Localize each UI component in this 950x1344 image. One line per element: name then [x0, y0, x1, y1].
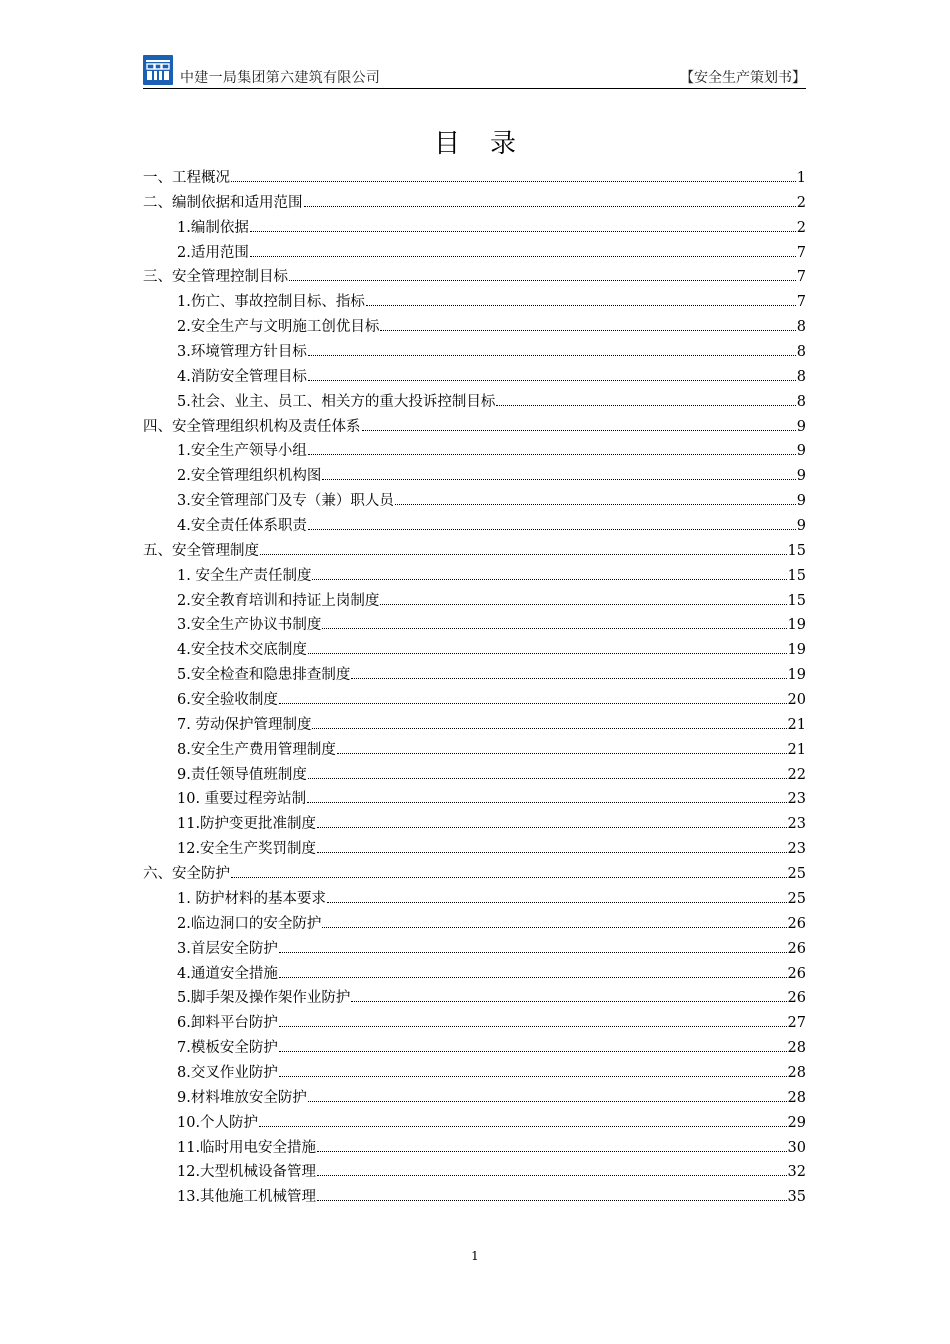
- toc-entry-page: 8: [796, 344, 806, 361]
- toc-entry-label: 4.安全技术交底制度: [177, 642, 307, 659]
- toc-entry-label: 9.材料堆放安全防护: [177, 1089, 307, 1106]
- toc-entry-label: 2.安全管理组织机构图: [177, 468, 322, 485]
- toc-entry-page: 28: [787, 1040, 806, 1057]
- toc-entry-label: 1. 安全生产责任制度: [177, 567, 312, 584]
- toc-entry-label: 9.责任领导值班制度: [177, 766, 307, 783]
- toc-dot-leader: [327, 902, 787, 903]
- toc-entry-page: 28: [787, 1089, 806, 1106]
- toc-entry-page: 25: [787, 890, 806, 907]
- toc-dot-leader: [260, 554, 787, 555]
- toc-entry-page: 22: [787, 766, 806, 783]
- toc-entry-label: 4.通道安全措施: [177, 965, 278, 982]
- toc-entry-page: 29: [787, 1114, 806, 1131]
- toc-entry[interactable]: [143, 613, 806, 638]
- toc-entry-page: 8: [796, 368, 806, 385]
- toc-dot-leader: [259, 1126, 786, 1127]
- toc-entry[interactable]: [143, 1160, 806, 1185]
- toc-dot-leader: [380, 330, 795, 331]
- toc-entry[interactable]: [143, 763, 806, 788]
- toc-entry-label: 六、安全防护: [143, 866, 230, 883]
- toc-entry[interactable]: [143, 390, 806, 415]
- toc-entry[interactable]: [143, 315, 806, 340]
- toc-dot-leader: [308, 380, 796, 381]
- toc-dot-leader: [279, 703, 787, 704]
- toc-dot-leader: [322, 479, 795, 480]
- toc-dot-leader: [322, 927, 786, 928]
- toc-entry-page: 26: [787, 965, 806, 982]
- toc-entry-page: 21: [787, 741, 806, 758]
- toc-entry-page: 27: [787, 1015, 806, 1032]
- toc-entry-label: 2.适用范围: [177, 244, 249, 261]
- toc-dot-leader: [317, 852, 786, 853]
- toc-entry-label: 11.临时用电安全措施: [177, 1139, 317, 1156]
- toc-dot-leader: [308, 529, 796, 530]
- toc-entry[interactable]: [143, 862, 806, 887]
- toc-entry[interactable]: [143, 1011, 806, 1036]
- toc-entry-label: 4.消防安全管理目标: [177, 368, 307, 385]
- toc-entry-label: 13.其他施工机械管理: [177, 1189, 317, 1206]
- toc-entry-label: 7.模板安全防护: [177, 1040, 278, 1057]
- toc-entry-label: 4.安全责任体系职责: [177, 518, 307, 535]
- toc-entry-page: 32: [787, 1164, 806, 1181]
- toc-entry-label: 1.伤亡、事故控制目标、指标: [177, 294, 365, 311]
- toc-entry-page: 21: [787, 716, 806, 733]
- toc-dot-leader: [362, 430, 796, 431]
- toc-dot-leader: [308, 1101, 787, 1102]
- toc-entry[interactable]: [143, 1136, 806, 1161]
- company-name: 中建一局集团第六建筑有限公司: [180, 70, 381, 86]
- toc-entry[interactable]: [143, 638, 806, 663]
- toc-entry-page: 9: [796, 443, 806, 460]
- toc-entry-page: 30: [787, 1139, 806, 1156]
- toc-entry-page: 15: [787, 567, 806, 584]
- toc-entry-page: 7: [796, 294, 806, 311]
- toc-entry-page: 1: [796, 170, 806, 186]
- page-title: 目录: [433, 129, 546, 159]
- toc-entry-page: 26: [787, 990, 806, 1007]
- toc-entry-label: 3.环境管理方针目标: [177, 344, 307, 361]
- toc-dot-leader: [317, 827, 786, 828]
- toc-entry-label: 6.安全验收制度: [177, 692, 278, 709]
- toc-dot-leader: [322, 628, 786, 629]
- toc-dot-leader: [317, 1200, 786, 1201]
- toc-entry-page: 8: [796, 393, 806, 410]
- toc-entry[interactable]: [143, 937, 806, 962]
- toc-entry[interactable]: [143, 489, 806, 514]
- toc-entry[interactable]: [143, 241, 806, 266]
- toc-entry-label: 四、安全管理组织机构及责任体系: [143, 418, 361, 435]
- toc-entry-page: 9: [796, 468, 806, 485]
- toc-dot-leader: [308, 778, 787, 779]
- toc-entry[interactable]: [143, 290, 806, 315]
- toc-entry-page: 23: [787, 841, 806, 858]
- toc-dot-leader: [317, 1151, 786, 1152]
- toc-dot-leader: [231, 181, 796, 182]
- toc-entry[interactable]: [143, 713, 806, 738]
- toc-entry[interactable]: [143, 464, 806, 489]
- toc-entry[interactable]: [143, 539, 806, 564]
- toc-entry[interactable]: [143, 1111, 806, 1136]
- toc-entry-label: 6.卸料平台防护: [177, 1015, 278, 1032]
- toc-entry-page: 7: [796, 269, 806, 286]
- toc-dot-leader: [308, 454, 796, 455]
- toc-entry-label: 10. 重要过程旁站制: [177, 791, 307, 808]
- toc-entry[interactable]: [143, 439, 806, 464]
- toc-entry-label: 1.编制依据: [177, 219, 249, 236]
- toc-entry-label: 8.安全生产费用管理制度: [177, 741, 336, 758]
- toc-entry-page: 15: [787, 542, 806, 559]
- toc-entry-page: 35: [787, 1189, 806, 1206]
- toc-entry[interactable]: [143, 340, 806, 365]
- toc-entry[interactable]: [143, 787, 806, 812]
- toc-entry[interactable]: [143, 812, 806, 837]
- toc-entry[interactable]: [143, 216, 806, 241]
- toc-entry-page: 19: [787, 617, 806, 634]
- toc-entry-page: 2: [796, 194, 806, 211]
- toc-dot-leader: [279, 1026, 787, 1027]
- toc-dot-leader: [308, 653, 787, 654]
- toc-entry-label: 2.安全教育培训和持证上岗制度: [177, 592, 380, 609]
- toc-entry[interactable]: [143, 589, 806, 614]
- toc-entry-label: 2.安全生产与文明施工创优目标: [177, 319, 380, 336]
- toc-entry-label: 一、工程概况: [143, 170, 230, 186]
- toc-entry-page: 28: [787, 1064, 806, 1081]
- toc-entry-page: 25: [787, 866, 806, 883]
- toc-entry[interactable]: [143, 415, 806, 440]
- toc-entry[interactable]: [143, 1036, 806, 1061]
- toc-entry-page: 26: [787, 940, 806, 957]
- toc-entry-page: 15: [787, 592, 806, 609]
- toc-entry-label: 5.社会、业主、员工、相关方的重大投诉控制目标: [177, 393, 496, 410]
- toc-entry-label: 12.安全生产奖罚制度: [177, 841, 317, 858]
- table-of-contents: [143, 166, 806, 1210]
- toc-entry-label: 3.安全管理部门及专（兼）职人员: [177, 493, 394, 510]
- toc-dot-leader: [250, 231, 796, 232]
- toc-entry-page: 20: [787, 692, 806, 709]
- toc-entry[interactable]: [143, 1185, 806, 1210]
- toc-dot-leader: [337, 753, 787, 754]
- toc-dot-leader: [312, 728, 786, 729]
- header-divider: [143, 88, 806, 89]
- toc-entry-page: 19: [787, 667, 806, 684]
- toc-dot-leader: [395, 504, 796, 505]
- toc-entry-label: 1. 防护材料的基本要求: [177, 890, 326, 907]
- toc-entry-page: 23: [787, 791, 806, 808]
- toc-entry-page: 26: [787, 915, 806, 932]
- toc-entry[interactable]: [143, 1061, 806, 1086]
- toc-dot-leader: [496, 405, 795, 406]
- toc-entry-page: 2: [796, 219, 806, 236]
- toc-dot-leader: [317, 1175, 786, 1176]
- toc-entry-page: 9: [796, 493, 806, 510]
- document-tag: 【安全生产策划书】: [680, 70, 806, 86]
- page-number: 1: [471, 1249, 479, 1263]
- toc-entry-page: 23: [787, 816, 806, 833]
- page-header: [143, 55, 806, 89]
- toc-dot-leader: [231, 877, 787, 878]
- toc-entry-page: 9: [796, 418, 806, 435]
- toc-dot-leader: [308, 355, 796, 356]
- toc-dot-leader: [307, 802, 786, 803]
- toc-entry-page: 9: [796, 518, 806, 535]
- toc-entry[interactable]: [143, 663, 806, 688]
- toc-entry[interactable]: [143, 962, 806, 987]
- company-logo-icon: [143, 55, 173, 85]
- toc-entry-label: 7. 劳动保护管理制度: [177, 716, 312, 733]
- toc-entry[interactable]: [143, 738, 806, 763]
- toc-entry-page: 7: [796, 244, 806, 261]
- toc-entry-page: 19: [787, 642, 806, 659]
- toc-entry[interactable]: [143, 887, 806, 912]
- toc-entry-label: 二、编制依据和适用范围: [143, 194, 303, 211]
- toc-dot-leader: [380, 604, 786, 605]
- toc-entry[interactable]: [143, 986, 806, 1011]
- toc-entry-label: 11.防护变更批准制度: [177, 816, 317, 833]
- toc-entry-page: 8: [796, 319, 806, 336]
- toc-entry[interactable]: [143, 514, 806, 539]
- toc-entry-label: 5.安全检查和隐患排查制度: [177, 667, 351, 684]
- toc-dot-leader: [312, 579, 786, 580]
- toc-dot-leader: [304, 206, 796, 207]
- toc-dot-leader: [351, 1001, 786, 1002]
- toc-dot-leader: [366, 305, 796, 306]
- toc-dot-leader: [351, 678, 786, 679]
- toc-entry-label: 10.个人防护: [177, 1114, 259, 1131]
- toc-entry[interactable]: [143, 365, 806, 390]
- toc-entry-label: 3.安全生产协议书制度: [177, 617, 322, 634]
- toc-entry-label: 1.安全生产领导小组: [177, 443, 307, 460]
- toc-entry-label: 12.大型机械设备管理: [177, 1164, 317, 1181]
- toc-entry-label: 2.临边洞口的安全防护: [177, 915, 322, 932]
- toc-entry-label: 三、安全管理控制目标: [143, 269, 288, 286]
- toc-dot-leader: [289, 280, 796, 281]
- toc-entry[interactable]: [143, 265, 806, 290]
- toc-entry-label: 8.交叉作业防护: [177, 1064, 278, 1081]
- toc-entry-label: 五、安全管理制度: [143, 542, 259, 559]
- toc-entry[interactable]: [143, 912, 806, 937]
- toc-dot-leader: [279, 977, 787, 978]
- toc-dot-leader: [279, 1076, 787, 1077]
- toc-entry[interactable]: [143, 1086, 806, 1111]
- toc-entry[interactable]: [143, 166, 806, 191]
- toc-entry-label: 3.首层安全防护: [177, 940, 278, 957]
- toc-dot-leader: [250, 256, 796, 257]
- toc-dot-leader: [279, 1051, 787, 1052]
- toc-dot-leader: [279, 952, 787, 953]
- toc-entry[interactable]: [143, 688, 806, 713]
- toc-entry-label: 5.脚手架及操作架作业防护: [177, 990, 351, 1007]
- toc-entry[interactable]: [143, 564, 806, 589]
- toc-entry[interactable]: [143, 191, 806, 216]
- toc-entry[interactable]: [143, 837, 806, 862]
